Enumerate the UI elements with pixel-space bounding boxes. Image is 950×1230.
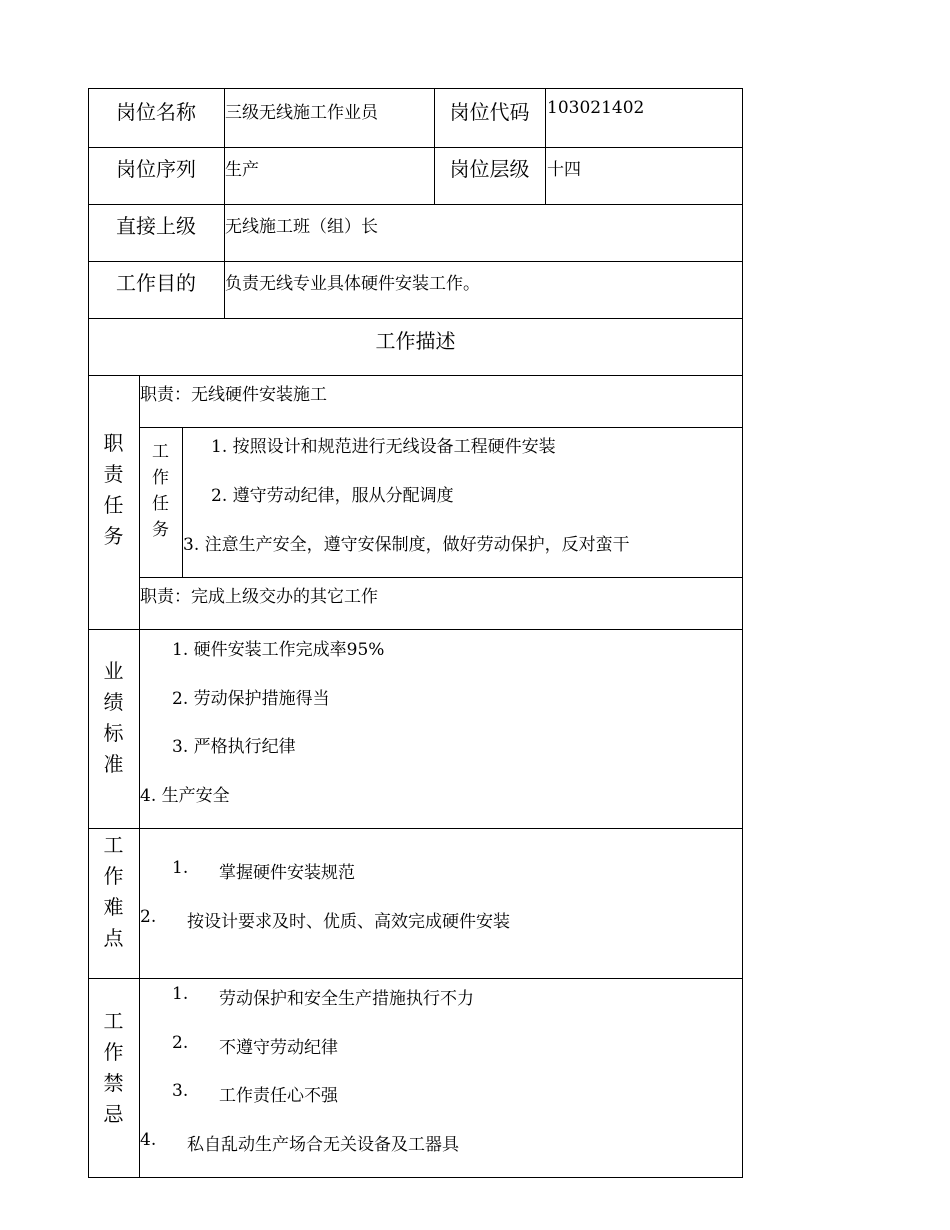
description-title: 工作描述 bbox=[375, 329, 456, 353]
table-border bbox=[139, 577, 743, 578]
table-border bbox=[742, 88, 743, 1177]
prohibition-text: 工作责任心不强 bbox=[219, 1086, 338, 1106]
prohibitions-label-char: 禁 bbox=[103, 1071, 124, 1095]
task-item: 3. 注意生产安全，遵守安保制度，做好劳动保护，反对蛮干 bbox=[183, 535, 630, 555]
duties-label-char: 职 bbox=[103, 431, 124, 455]
table-border bbox=[88, 147, 743, 148]
position-name-label: 岗位名称 bbox=[116, 100, 196, 124]
prohibition-text: 不遵守劳动纪律 bbox=[219, 1038, 338, 1058]
performance-label-char: 绩 bbox=[103, 690, 124, 714]
prohibition-text: 劳动保护和安全生产措施执行不力 bbox=[219, 989, 474, 1009]
supervisor-value: 无线施工班（组）长 bbox=[225, 217, 378, 237]
table-border bbox=[88, 261, 743, 262]
position-seq-value: 生产 bbox=[225, 160, 259, 180]
purpose-value: 负责无线专业具体硬件安装工作。 bbox=[225, 274, 480, 294]
difficulties-label-char: 作 bbox=[103, 864, 124, 888]
position-name-value: 三级无线施工作业员 bbox=[225, 103, 378, 123]
difficulties-label-char: 难 bbox=[103, 895, 124, 919]
prohibitions-label-char: 工 bbox=[103, 1009, 124, 1033]
duties-label-char: 务 bbox=[103, 524, 124, 548]
table-border bbox=[88, 828, 743, 829]
prohibition-num: 2. bbox=[172, 1033, 189, 1053]
task-item: 2. 遵守劳动纪律，服从分配调度 bbox=[211, 486, 454, 506]
difficulties-label-char: 点 bbox=[103, 926, 124, 950]
duties-label-char: 责 bbox=[103, 462, 124, 486]
prohibitions-label-char: 忌 bbox=[103, 1102, 124, 1126]
performance-label-char: 业 bbox=[103, 659, 124, 683]
difficulty-text: 按设计要求及时、优质、高效完成硬件安装 bbox=[187, 912, 510, 932]
position-code-label: 岗位代码 bbox=[449, 100, 530, 124]
difficulty-text: 掌握硬件安装规范 bbox=[219, 863, 355, 883]
performance-label-char: 标 bbox=[103, 721, 124, 745]
tasks-label bbox=[139, 439, 182, 543]
table-border bbox=[88, 629, 743, 630]
duty-1: 职责：无线硬件安装施工 bbox=[140, 385, 327, 405]
position-level-label: 岗位层级 bbox=[449, 157, 530, 181]
table-border bbox=[545, 88, 546, 204]
prohibition-num: 1. bbox=[172, 984, 189, 1004]
performance-item: 1. 硬件安装工作完成率95% bbox=[172, 640, 385, 660]
table-border bbox=[88, 978, 743, 979]
tasks-label-char: 工 bbox=[152, 442, 169, 462]
table-border bbox=[88, 88, 743, 89]
table-border bbox=[88, 375, 743, 376]
purpose-label: 工作目的 bbox=[116, 271, 196, 295]
prohibition-num: 3. bbox=[172, 1081, 189, 1101]
position-code-value: 103021402 bbox=[547, 98, 645, 118]
duties-label-char: 任 bbox=[103, 493, 124, 517]
performance-item: 4. 生产安全 bbox=[140, 786, 230, 806]
position-level-value: 十四 bbox=[547, 160, 581, 180]
duties-label bbox=[88, 428, 139, 552]
performance-label-char: 准 bbox=[103, 752, 124, 776]
performance-label bbox=[88, 656, 139, 780]
prohibition-text: 私自乱动生产场合无关设备及工器具 bbox=[187, 1135, 459, 1155]
table-border bbox=[88, 1177, 743, 1178]
position-seq-label: 岗位序列 bbox=[116, 157, 196, 181]
tasks-label-char: 任 bbox=[152, 494, 169, 514]
difficulty-num: 1. bbox=[172, 858, 189, 878]
prohibitions-label-char: 作 bbox=[103, 1040, 124, 1064]
supervisor-label: 直接上级 bbox=[116, 214, 196, 238]
table-border bbox=[139, 427, 743, 428]
task-item: 1. 按照设计和规范进行无线设备工程硬件安装 bbox=[211, 437, 556, 457]
performance-item: 2. 劳动保护措施得当 bbox=[172, 689, 330, 709]
tasks-label-char: 作 bbox=[152, 468, 169, 488]
difficulties-label bbox=[88, 830, 139, 954]
performance-item: 3. 严格执行纪律 bbox=[172, 737, 296, 757]
difficulties-label-char: 工 bbox=[103, 833, 124, 857]
duty-2: 职责：完成上级交办的其它工作 bbox=[140, 587, 378, 607]
tasks-label-char: 务 bbox=[152, 520, 169, 540]
table-border bbox=[88, 204, 743, 205]
table-border bbox=[88, 318, 743, 319]
prohibitions-label bbox=[88, 1006, 139, 1130]
difficulty-num: 2. bbox=[140, 907, 157, 927]
prohibition-num: 4. bbox=[140, 1130, 157, 1150]
